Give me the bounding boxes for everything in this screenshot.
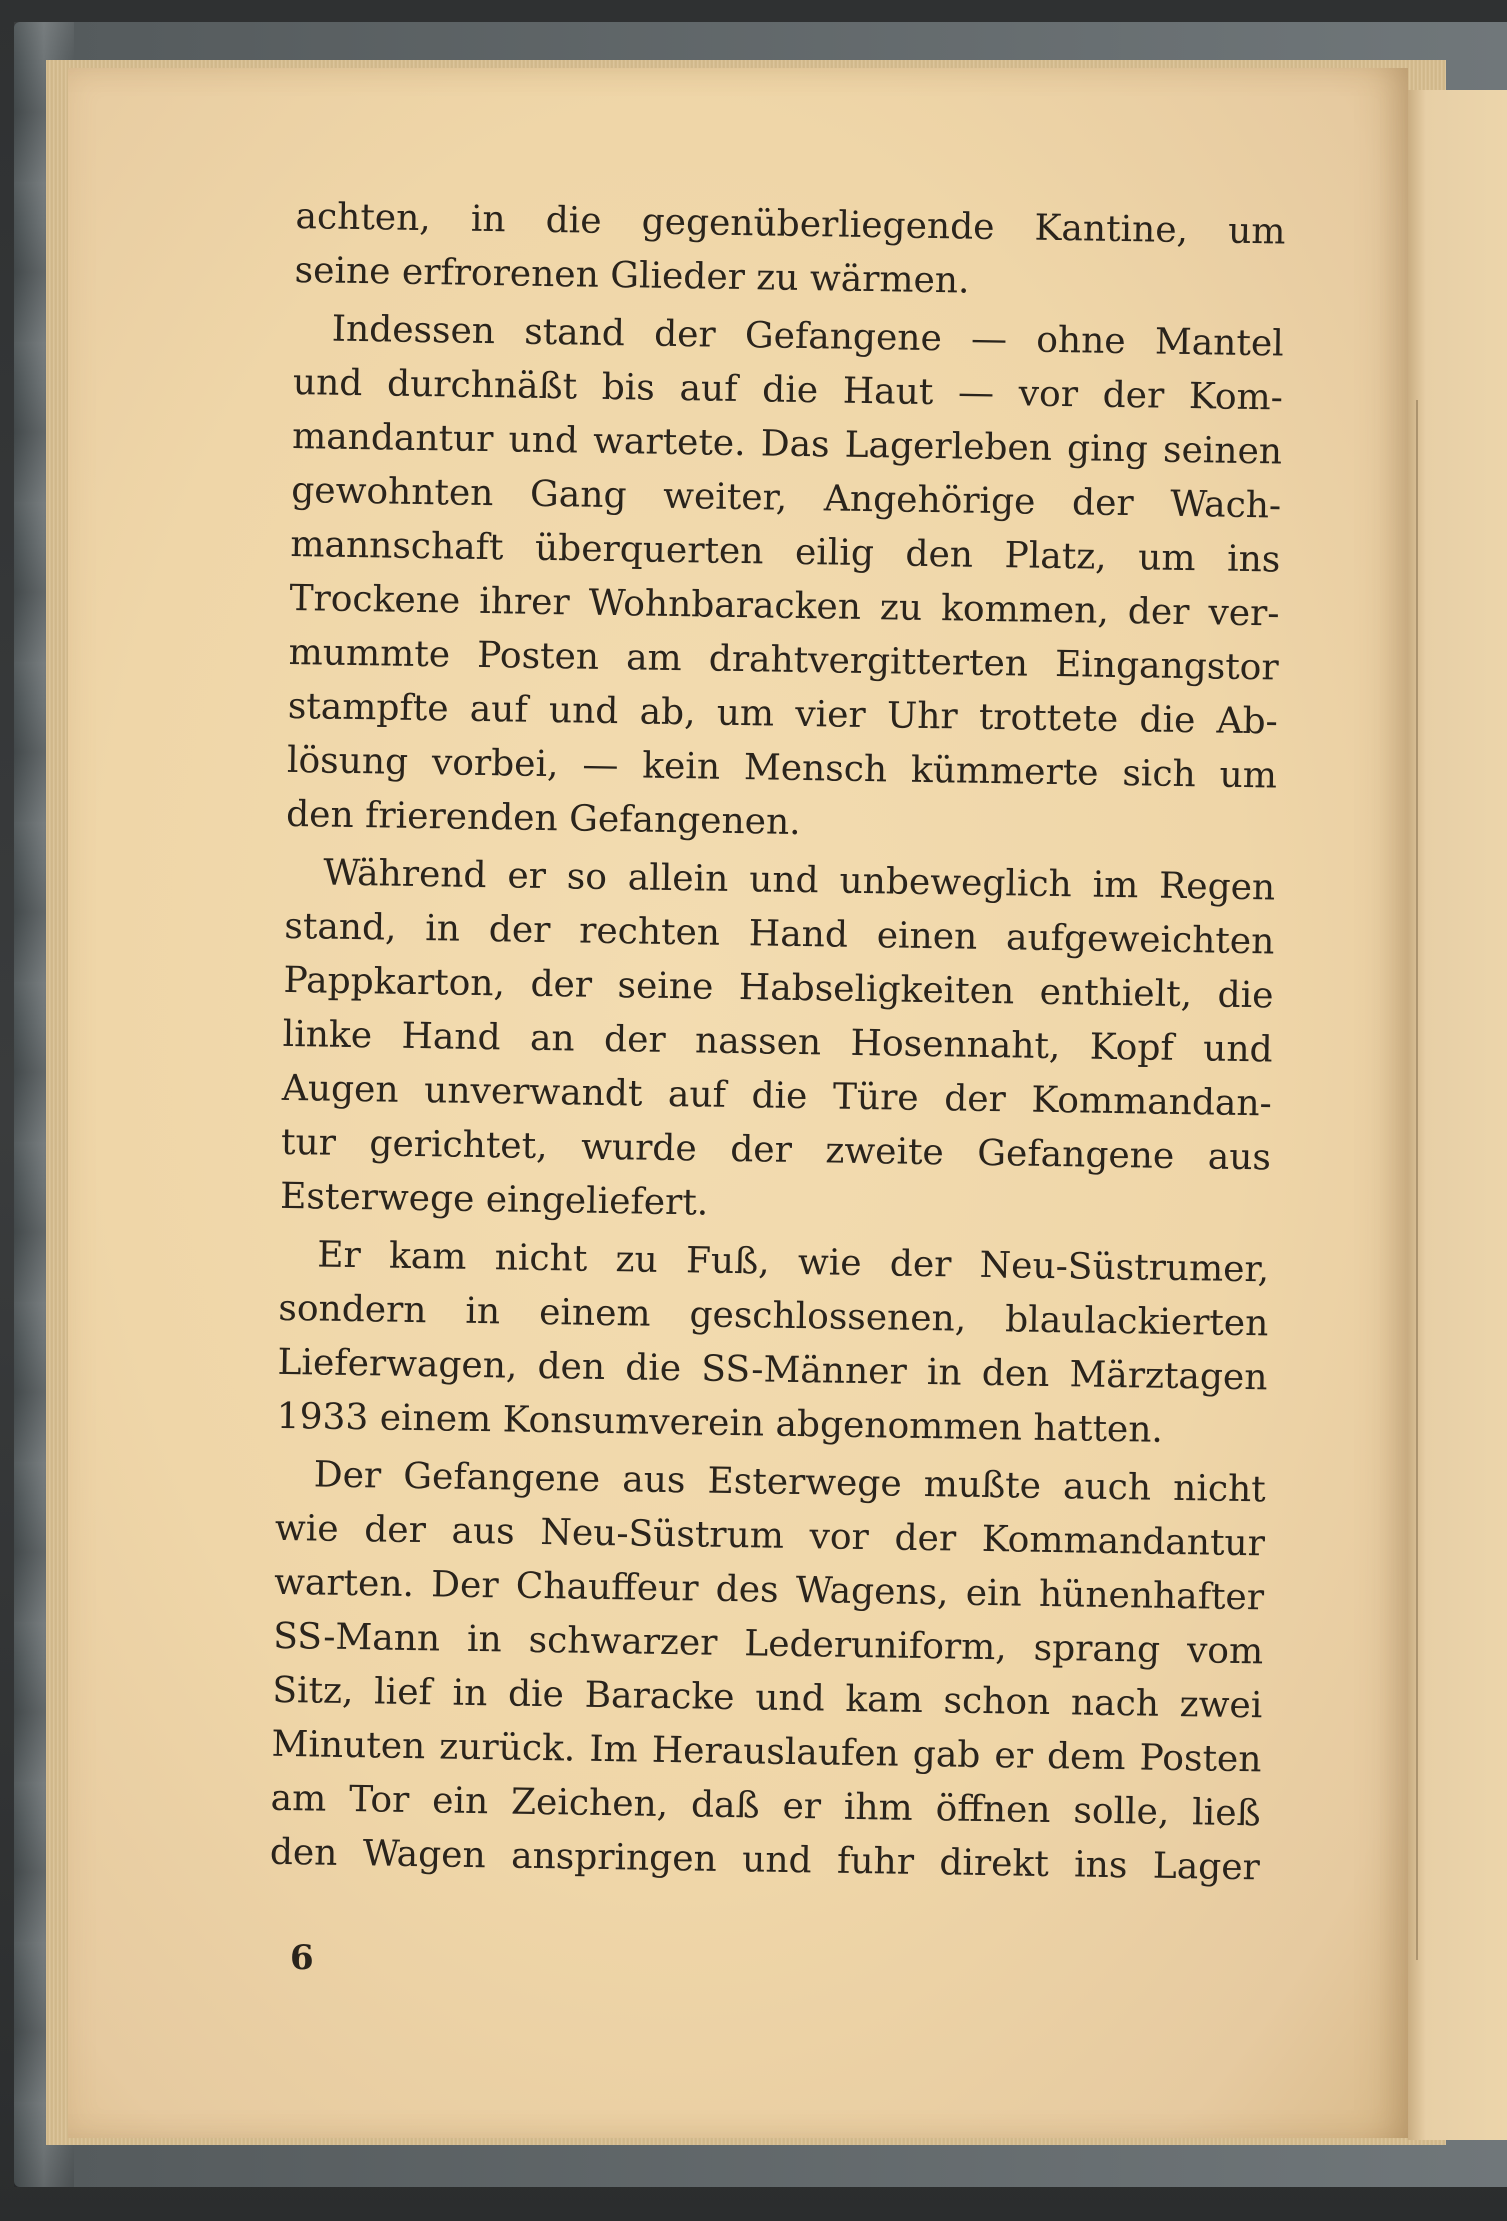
facing-page-ink-line (1416, 400, 1418, 1960)
text-line: am Tor ein Zeichen, daß er ihm öffnen solle, ließ (270, 1777, 1261, 1835)
text-line: Sitz, lief in die Baracke und kam schon nach zwei (272, 1669, 1263, 1727)
text-line: Während er so allein und unbeweglich im Regen (322, 852, 1276, 909)
text-line: Der Gefangene aus Esterwege mußte auch nicht (313, 1454, 1267, 1511)
text-line: mandantur und wartete. Das Lagerleben ging seinen (291, 415, 1283, 473)
text-line: wie der aus Neu-Süstrum vor der Kommandantur (274, 1507, 1266, 1565)
text-line: SS-Mann in schwarzer Lederuniform, sprang vom (272, 1615, 1264, 1673)
text-line: linke Hand an der nassen Hosennaht, Kopf und (282, 1013, 1273, 1071)
text-line: lösung vorbei, — kein Mensch kümmerte sich um (286, 739, 1278, 797)
page-number: 6 (290, 1938, 314, 1978)
text-line: sondern in einem geschlossenen, blaulackierten (278, 1287, 1269, 1345)
text-line: Lieferwagen, den die SS-Männer in den Märztagen (277, 1341, 1268, 1399)
page-body-text (269, 190, 1285, 1895)
facing-page-edge (1408, 90, 1507, 2140)
text-line: tur gerichtet, wurde der zweite Gefangene aus (280, 1121, 1272, 1179)
text-line: Er kam nicht zu Fuß, wie der Neu-Süstrumer, (316, 1234, 1270, 1291)
text-line: mummte Posten am drahtvergitterten Eingangstor (288, 631, 1279, 689)
text-line: gewohnten Gang weiter, Angehörige der Wach- (290, 469, 1282, 527)
text-line: Augen unverwandt auf die Türe der Kommandan- (281, 1067, 1273, 1125)
text-line: seine erfrorenen Glieder zu wärmen. (294, 249, 970, 302)
text-line: mannschaft überquerten eilig den Platz, um ins (290, 523, 1281, 581)
text-line: warten. Der Chauffeur des Wagens, ein hünenhafter (273, 1561, 1265, 1619)
text-line: stand, in der rechten Hand einen aufgeweichten (284, 905, 1275, 963)
text-line: 1933 einem Konsumverein abgenommen hatten. (276, 1395, 1164, 1451)
text-line: Minuten zurück. Im Herauslaufen gab er dem Posten (271, 1723, 1262, 1781)
text-line: Indessen stand der Gefangene — ohne Mantel (331, 308, 1285, 365)
text-line: achten, in die gegenüberliegende Kantine, um (295, 195, 1286, 253)
text-line: den Wagen anspringen und fuhr direkt ins Lager (269, 1831, 1261, 1889)
text-line: Trockene ihrer Wohnbaracken zu kommen, der ver- (289, 577, 1280, 635)
text-line: stampfte auf und ab, um vier Uhr trottete die Ab- (287, 685, 1279, 743)
text-line: Esterwege eingeliefert. (279, 1175, 709, 1224)
text-line: Pappkarton, der seine Habseligkeiten enthielt, die (283, 959, 1274, 1017)
text-line: den frierenden Gefangenen. (285, 793, 801, 844)
text-line: und durchnäßt bis auf die Haut — vor der Kom- (292, 361, 1284, 419)
